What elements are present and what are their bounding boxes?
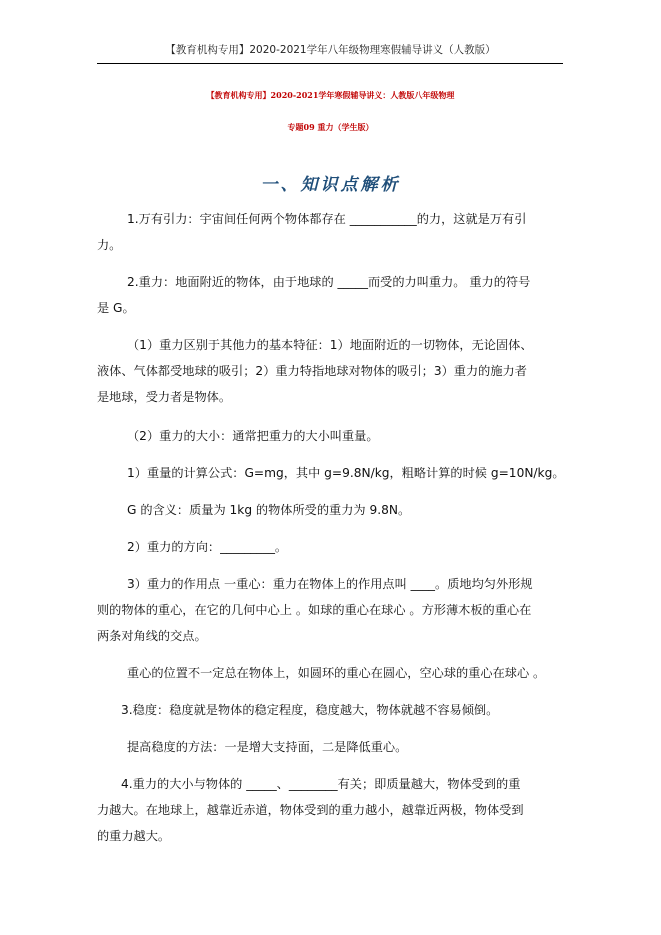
paragraph-line: 提高稳度的方法：一是增大支持面，二是降低重心。 — [127, 740, 408, 754]
paragraph-line: 4.重力的大小与物体的 _____、________有关；即质量越大，物体受到的重 — [121, 777, 521, 791]
paragraph-line: 力越大。在地球上，越靠近赤道，物体受到的重力越小，越靠近两极，物体受到 — [97, 803, 524, 817]
paragraph-line: 1）重量的计算公式：G=mg，其中 g=9.8N/kg，粗略计算的时候 g=10N/kg。 — [127, 466, 565, 480]
paragraph-line: 2）重力的方向：_________。 — [127, 540, 288, 554]
paragraph-line: 液体、气体都受地球的吸引；2）重力特指地球对物体的吸引；3）重力的施力者 — [97, 364, 527, 378]
paragraph-line: 的重力越大。 — [97, 829, 171, 843]
paragraph-line: （2）重力的大小：通常把重力的大小叫重量。 — [127, 429, 379, 443]
paragraph-line: 则的物体的重心，在它的几何中心上 。如球的重心在球心 。方形薄木板的重心在 — [97, 603, 532, 617]
paragraph-line: 1.万有引力：宇宙间任何两个物体都存在 ___________的力，这就是万有引 — [127, 212, 527, 226]
paragraph-line: 两条对角线的交点。 — [97, 629, 207, 643]
paragraph-line: 3）重力的作用点 一重心：重力在物体上的作用点叫 ____。质地均匀外形规 — [127, 577, 533, 591]
section-heading: 一、知识点解析 — [260, 175, 401, 195]
header-divider — [97, 63, 563, 64]
paragraph-line: 力。 — [97, 238, 122, 252]
document-title: 【教育机构专用】2020-2021学年寒假辅导讲义：人教版八年级物理 — [206, 90, 455, 100]
paragraph-line: （1）重力区别于其他力的基本特征：1）地面附近的一切物体，无论固体、 — [127, 338, 533, 352]
paragraph-line: G 的含义：质量为 1kg 的物体所受的重力为 9.8N。 — [127, 503, 411, 517]
paragraph-line: 是 G。 — [97, 301, 135, 315]
paragraph-line: 重心的位置不一定总在物体上，如圆环的重心在圆心，空心球的重心在球心 。 — [127, 666, 546, 680]
paragraph-line: 2.重力：地面附近的物体，由于地球的 _____而受的力叫重力。 重力的符号 — [127, 275, 531, 289]
paragraph-line: 3.稳度：稳度就是物体的稳定程度，稳度越大，物体就越不容易倾倒。 — [121, 703, 499, 717]
paragraph-line: 是地球，受力者是物体。 — [97, 390, 232, 404]
document-subtitle: 专题09 重力（学生版） — [287, 122, 374, 132]
page-header: 【教育机构专用】2020-2021学年八年级物理寒假辅导讲义（人教版） — [165, 44, 496, 56]
